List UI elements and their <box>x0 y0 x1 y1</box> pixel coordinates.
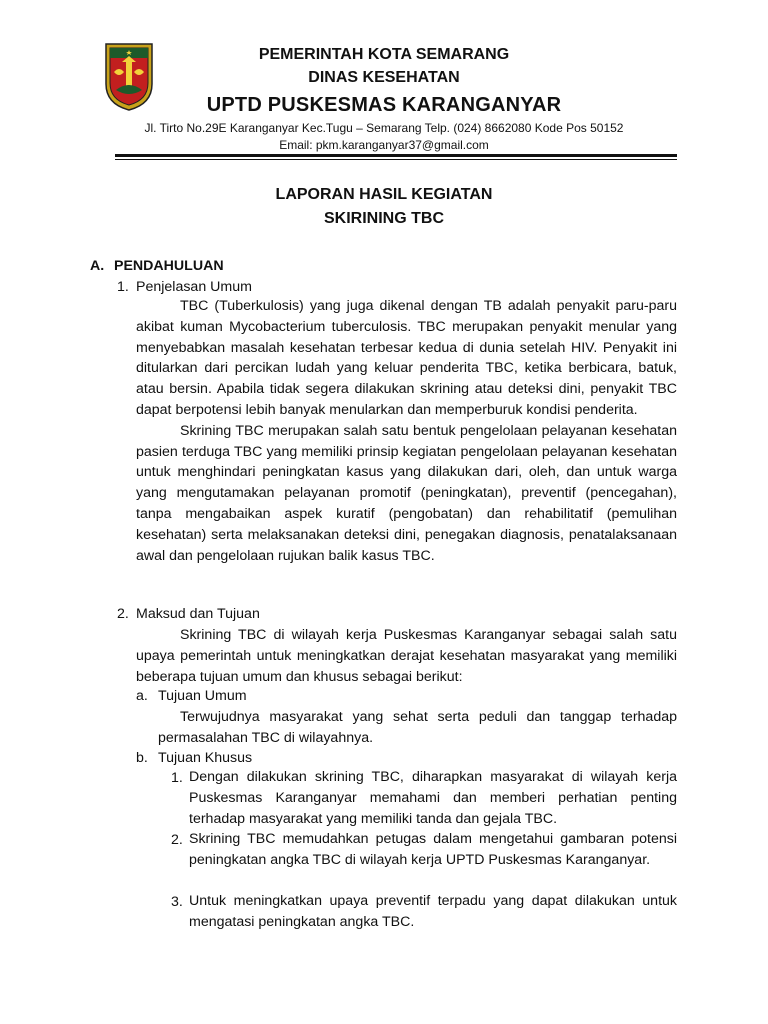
section-heading: PENDAHULUAN <box>114 258 224 274</box>
paragraph: Untuk meningkatkan upaya preventif terpadu yang dapat dilakukan untuk mengatasi peningkatan angka TBC. <box>189 893 677 930</box>
header-email: Email: pkm.karanganyar37@gmail.com <box>279 138 489 152</box>
paragraph: Skrining TBC memudahkan petugas dalam mengetahui gambaran potensi peningkatan angka TBC di wilayah kerja UPTD Puskesmas Karanganyar. <box>189 831 677 868</box>
paragraph: TBC (Tuberkulosis) yang juga dikenal dengan TB adalah penyakit paru-paru akibat kuman Mycobacterium tuberculosis. TBC merupakan penyakit menular yang menyebabkan masalah kesehatan terbesar kedua di dunia setelah HIV. Penyakit ini ditularkan dari percikan ludah yang keluar penderita TBC, ketika berbicara, batuk, atau bersin. Apabila tidak segera dilakukan skrining atau deteksi dini, penyakit TBC dapat berpotensi lebih banyak menularkan dan memperburuk kondisi penderita. <box>136 298 677 418</box>
paragraph: Skrining TBC merupakan salah satu bentuk pengelolaan pelayanan kesehatan pasien terduga TBC yang memiliki prinsip kegiatan pengelolaan pelayanan kesehatan untuk menghindari peningkatan kasus yang dilakukan dari, oleh, dan untuk warga yang mengutamakan pelayanan promotif (peningkatan), preventif (pencegahan), tanpa mengabaikan aspek kuratif (pengobatan) dan rehabilitatif (pemulihan kesehatan) serta melaksanakan deteksi dini, penegakan diagnosis, penatalaksanaan awal dan pengelolaan rujukan balik kasus TBC. <box>136 422 677 564</box>
letterhead-rule-thin <box>115 159 677 160</box>
sub-item-heading: Tujuan Umum <box>158 688 247 704</box>
item-heading: Maksud dan Tujuan <box>136 606 260 622</box>
sub-item-body <box>158 707 677 749</box>
header-department-name: DINAS KESEHATAN <box>308 69 460 86</box>
sub-item-letter: a. <box>136 688 148 704</box>
sub-item-letter: b. <box>136 750 148 766</box>
paragraph: Terwujudnya masyarakat yang sehat serta peduli dan tanggap terhadap permasalahan TBC di wilayahnya. <box>158 709 677 746</box>
item-body <box>136 625 677 687</box>
letterhead-rule-thick <box>115 154 677 157</box>
point-number: 3. <box>171 894 183 910</box>
point-text <box>189 891 677 933</box>
section-number: A. <box>90 258 105 274</box>
point-number: 1. <box>171 770 183 786</box>
item-number: 2. <box>117 606 129 622</box>
item-heading: Penjelasan Umum <box>136 279 252 295</box>
header-address: Jl. Tirto No.29E Karanganyar Kec.Tugu – Semarang Telp. (024) 8662080 Kode Pos 50152 <box>144 121 624 135</box>
paragraph: Dengan dilakukan skrining TBC, diharapkan masyarakat di wilayah kerja Puskesmas Karanganyar memahami dan memberi perhatian penting terhadap masyarakat yang memiliki tanda dan gejala TBC. <box>189 769 677 827</box>
item-number: 1. <box>117 279 129 295</box>
report-title: LAPORAN HASIL KEGIATAN <box>275 186 493 203</box>
report-subtitle: SKIRINING TBC <box>324 210 444 227</box>
header-government-name: PEMERINTAH KOTA SEMARANG <box>258 46 510 63</box>
point-number: 2. <box>171 832 183 848</box>
sub-item-heading: Tujuan Khusus <box>158 750 253 766</box>
item-body <box>136 296 677 566</box>
point-text <box>189 829 677 871</box>
header-institution-name: UPTD PUSKESMAS KARANGANYAR <box>206 94 562 116</box>
paragraph: Skrining TBC di wilayah kerja Puskesmas Karanganyar sebagai salah satu upaya pemerintah untuk meningkatkan derajat kesehatan masyarakat yang memiliki beberapa tujuan umum dan khusus sebagai berikut: <box>136 627 677 685</box>
point-text <box>189 767 677 829</box>
